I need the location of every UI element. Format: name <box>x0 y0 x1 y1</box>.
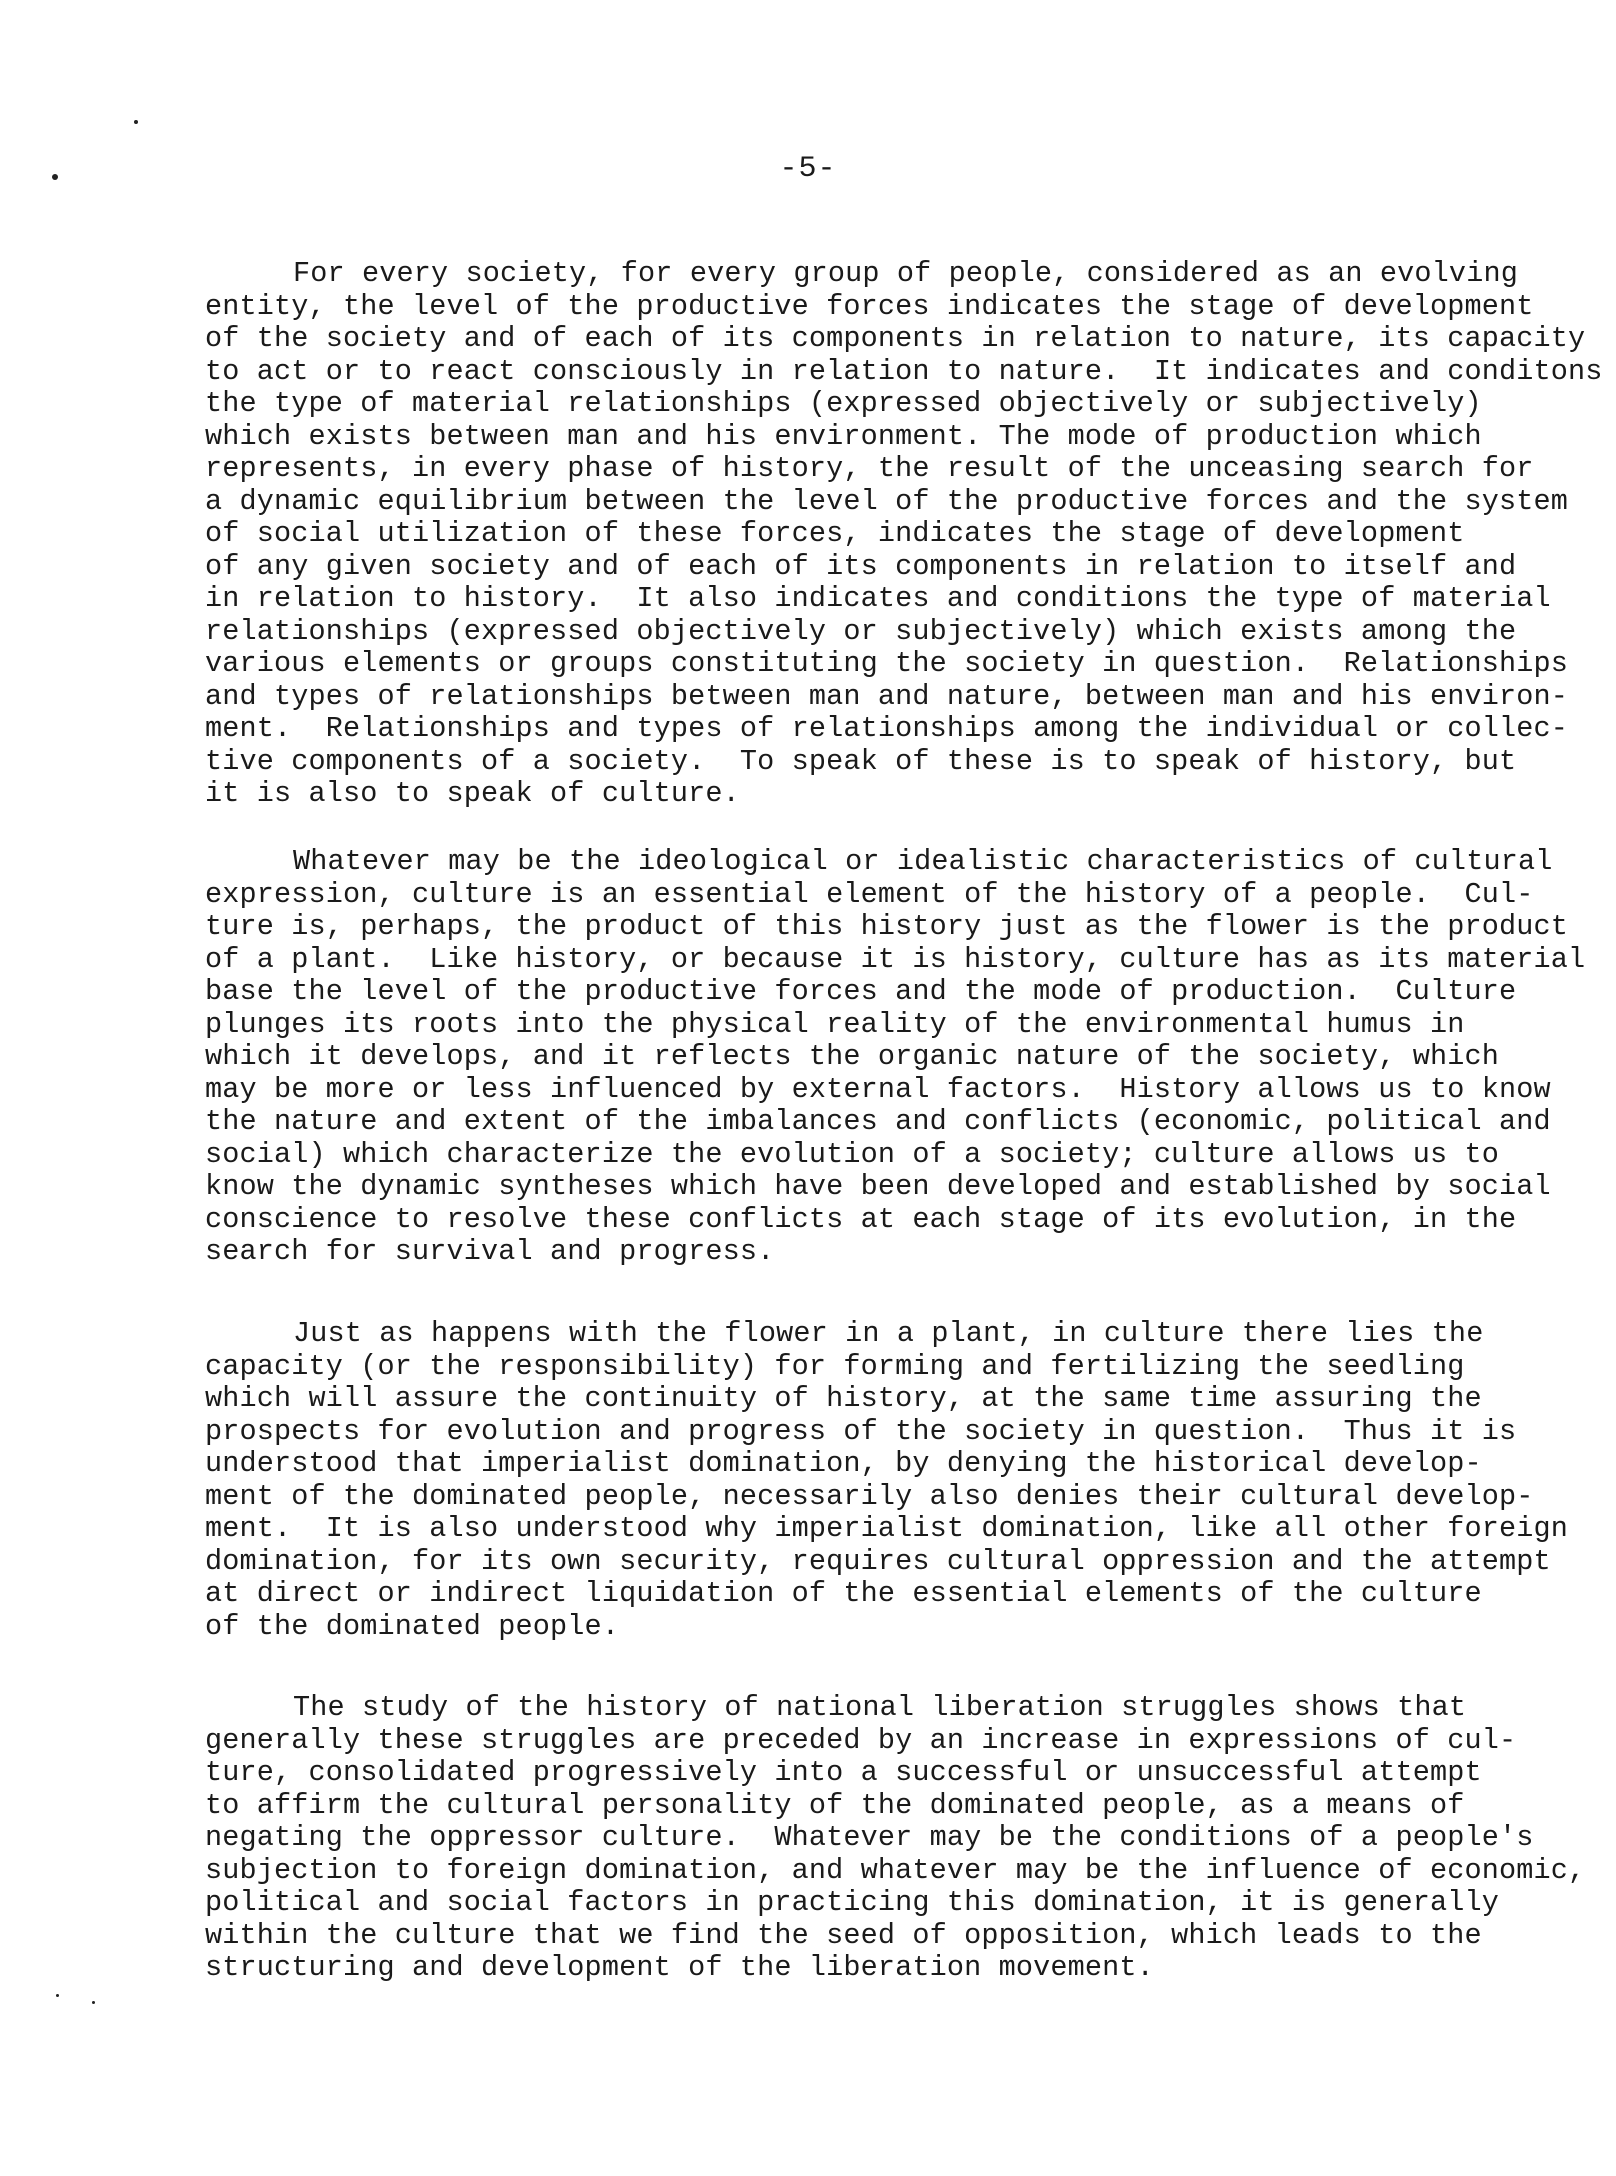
text-line: ment. It is also understood why imperialist domination, like all other foreign <box>205 1512 1568 1545</box>
scan-speck <box>134 120 138 124</box>
text-line: entity, the level of the productive forces indicates the stage of development <box>205 289 1534 323</box>
text-line: in relation to history. It also indicates and conditions the type of material <box>205 582 1551 615</box>
text-line: it is also to speak of culture. <box>205 777 740 810</box>
text-line: represents, in every phase of history, the result of the unceasing search for <box>205 452 1534 485</box>
text-line: prospects for evolution and progress of the society in question. Thus it is <box>205 1414 1517 1448</box>
text-line: know the dynamic syntheses which have been developed and established by social <box>205 1170 1551 1203</box>
text-line: generally these struggles are preceded by an increase in expressions of cul- <box>205 1723 1517 1757</box>
paragraph-1 <box>205 257 1603 811</box>
text-line: of a plant. Like history, or because it is history, culture has as its material <box>205 942 1586 976</box>
text-line: The study of the history of national liberation struggles shows that <box>293 1691 1467 1724</box>
text-line: expression, culture is an essential element of the history of a people. Cul- <box>205 877 1534 911</box>
text-line: the nature and extent of the imbalances and conflicts (economic, political and <box>205 1105 1551 1138</box>
text-line: search for survival and progress. <box>205 1235 775 1268</box>
text-line: ment of the dominated people, necessarily also denies their cultural develop- <box>205 1479 1534 1513</box>
scan-speck <box>92 2001 95 2004</box>
text-line: understood that imperialist domination, by denying the historical develop- <box>205 1447 1482 1480</box>
text-line: a dynamic equilibrium between the level of the productive forces and the system <box>205 484 1568 518</box>
text-line: various elements or groups constituting the society in question. Relationships <box>205 647 1568 680</box>
text-line: of the dominated people. <box>205 1609 620 1643</box>
text-line: to affirm the cultural personality of the dominated people, as a means of <box>205 1788 1465 1822</box>
text-line: political and social factors in practicing this domination, it is generally <box>205 1886 1499 1919</box>
text-line: subjection to foreign domination, and whatever may be the influence of economic, <box>205 1853 1586 1887</box>
text-line: of social utilization of these forces, indicates the stage of development <box>205 517 1465 550</box>
text-line: may be more or less influenced by external factors. History allows us to know <box>205 1072 1551 1106</box>
text-line: to act or to react consciously in relation to nature. It indicates and conditons <box>205 354 1603 388</box>
text-line: tive components of a society. To speak of these is to speak of history, but <box>205 744 1517 778</box>
text-line: within the culture that we find the seed of opposition, which leads to the <box>205 1918 1482 1952</box>
text-line: and types of relationships between man and nature, between man and his environ- <box>205 679 1568 713</box>
paragraph-2 <box>205 845 1586 1269</box>
text-line: relationships (expressed objectively or subjectively) which exists among the <box>205 614 1517 648</box>
text-line: For every society, for every group of people, considered as an evolving <box>293 257 1518 290</box>
text-line: social) which characterize the evolution of a society; culture allows us to <box>205 1137 1499 1171</box>
text-line: the type of material relationships (expressed objectively or subjectively) <box>205 387 1482 420</box>
text-line: conscience to resolve these conflicts at each stage of its evolution, in the <box>205 1202 1517 1236</box>
scan-speck <box>56 1994 59 1997</box>
text-line: at direct or indirect liquidation of the essential elements of the culture <box>205 1577 1482 1610</box>
paragraph-4 <box>205 1691 1586 1985</box>
text-line: which it develops, and it reflects the organic nature of the society, which <box>205 1040 1499 1073</box>
text-line: negating the oppressor culture. Whatever may be the conditions of a people's <box>205 1821 1534 1854</box>
text-line: domination, for its own security, requires cultural oppression and the attempt <box>205 1544 1551 1578</box>
text-line: Just as happens with the flower in a plant, in culture there lies the <box>293 1317 1484 1350</box>
paragraph-3 <box>205 1317 1568 1643</box>
text-line: which exists between man and his environment. The mode of production which <box>205 419 1482 453</box>
text-line: base the level of the productive forces and the mode of production. Culture <box>205 975 1517 1008</box>
text-line: capacity (or the responsibility) for forming and fertilizing the seedling <box>205 1349 1465 1383</box>
text-line: of the society and of each of its components in relation to nature, its capacity <box>205 322 1586 355</box>
text-line: Whatever may be the ideological or idealistic characteristics of cultural <box>293 845 1553 878</box>
text-line: ture, consolidated progressively into a successful or unsuccessful attempt <box>205 1756 1482 1789</box>
text-line: plunges its roots into the physical reality of the environmental humus in <box>205 1007 1465 1041</box>
text-line: of any given society and of each of its components in relation to itself and <box>205 549 1517 583</box>
text-line: which will assure the continuity of history, at the same time assuring the <box>205 1382 1482 1415</box>
page-number: -5- <box>779 152 837 186</box>
text-line: ture is, perhaps, the product of this history just as the flower is the product <box>205 910 1568 943</box>
text-line: ment. Relationships and types of relationships among the individual or collec- <box>205 712 1568 745</box>
text-line: structuring and development of the liberation movement. <box>205 1951 1154 1984</box>
